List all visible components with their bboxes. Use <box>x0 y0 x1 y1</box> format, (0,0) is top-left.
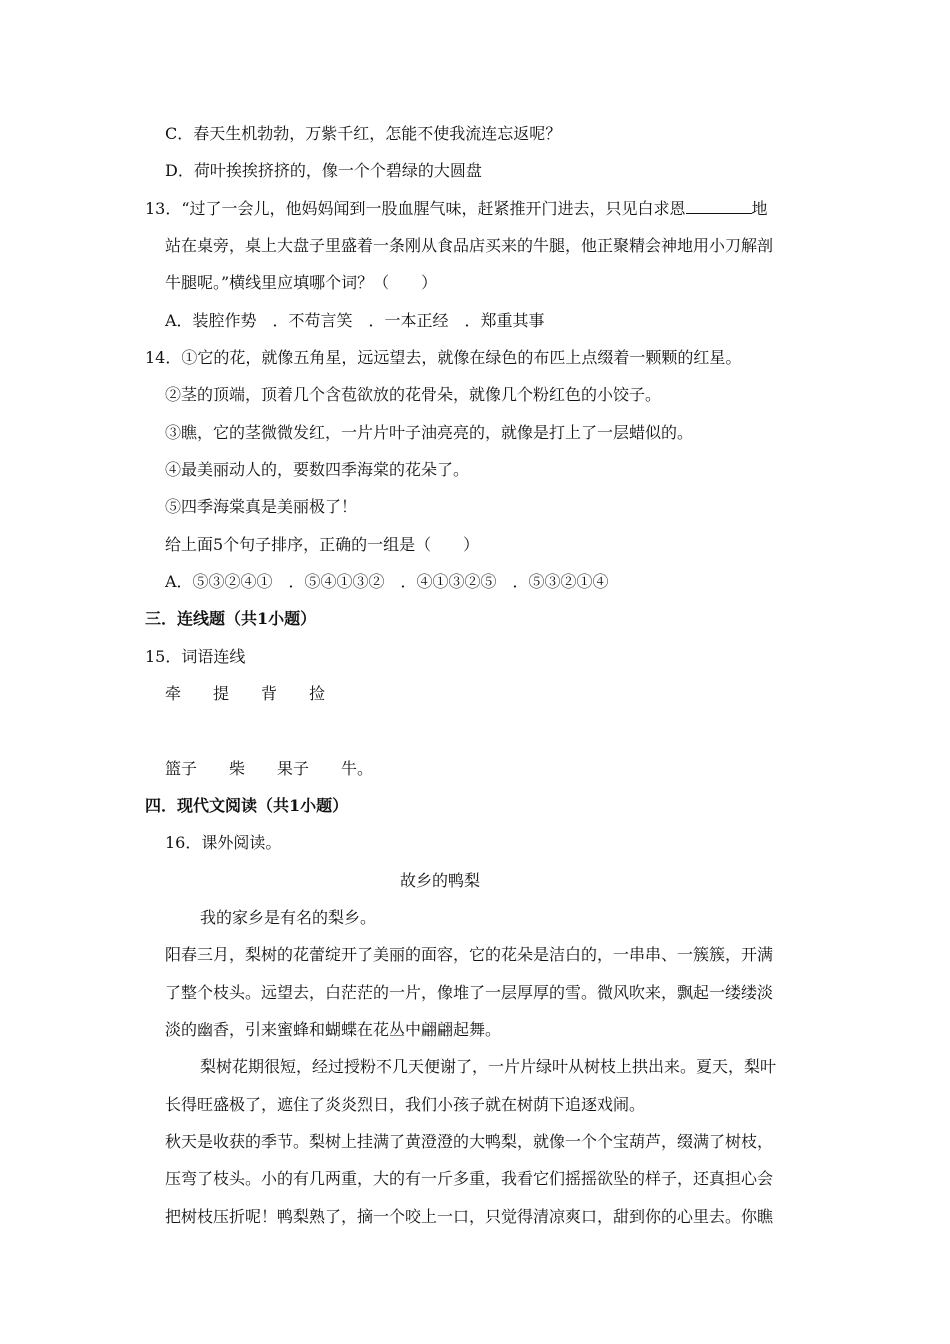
question-16: 16．课外阅读。 <box>165 833 282 852</box>
option-c-q12: C．春天生机勃勃，万紫千红，怎能不使我流连忘返呢？ <box>165 124 562 143</box>
passage-paragraph-2-line-2: 了整个枝头。远望去，白茫茫的一片，像堆了一层厚厚的雪。微风吹来，飘起一缕缕淡 <box>165 983 774 1002</box>
options-q13: A．装腔作势 ．不苟言笑 ．一本正经 ．郑重其事 <box>165 311 545 330</box>
question-13-line-2: 站在桌旁，桌上大盘子里盛着一条刚从食品店买来的牛腿，他正聚精会神地用小刀解剖 <box>165 236 774 255</box>
passage-paragraph-2-line-3: 淡的幽香，引来蜜蜂和蝴蝶在花丛中翩翩起舞。 <box>165 1020 502 1039</box>
passage-paragraph-2-line-1: 阳春三月，梨树的花蕾绽开了美丽的面容，它的花朵是洁白的，一串串、一簇簇，开满 <box>165 945 774 964</box>
question-14-sentence-2: ②茎的顶端，顶着几个含苞欲放的花骨朵，就像几个粉红色的小饺子。 <box>165 385 662 404</box>
passage-paragraph-4-line-3: 把树枝压折呢！鸭梨熟了，摘一个咬上一口，只觉得清凉爽口，甜到你的心里去。你瞧 <box>165 1207 774 1226</box>
section-4-heading: 四．现代文阅读（共1小题） <box>145 796 349 815</box>
answer-blank <box>686 199 752 214</box>
match-top-words: 牵 提 背 捡 <box>165 684 326 703</box>
passage-title: 故乡的鸭梨 <box>400 871 481 890</box>
question-13-line-3: 牛腿呢。”横线里应填哪个词？（ ） <box>165 273 438 292</box>
match-bottom-words: 篮子 柴 果子 牛。 <box>165 759 374 778</box>
question-14-sentence-1: 14．①它的花，就像五角星，远远望去，就像在绿色的布匹上点缀着一颗颗的红星。 <box>145 348 742 367</box>
option-d-q12: D．荷叶挨挨挤挤的，像一个个碧绿的大圆盘 <box>165 161 482 180</box>
question-14-sentence-5: ⑤四季海棠真是美丽极了！ <box>165 497 358 516</box>
passage-paragraph-3-line-1: 梨树花期很短，经过授粉不几天便谢了，一片片绿叶从树枝上拱出来。夏天，梨叶 <box>200 1057 777 1076</box>
options-q14: A．⑤③②④① ．⑤④①③② ．④①③②⑤ ．⑤③②①④ <box>165 572 609 591</box>
question-15: 15．词语连线 <box>145 647 246 666</box>
question-13-text-tail: 地 <box>751 199 768 218</box>
question-14-sentence-3: ③瞧，它的茎微微发红，一片片叶子油亮亮的，就像是打上了一层蜡似的。 <box>165 423 694 442</box>
passage-paragraph-3-line-2: 长得旺盛极了，遮住了炎炎烈日，我们小孩子就在树荫下追逐戏闹。 <box>165 1095 646 1114</box>
question-14-prompt: 给上面5个句子排序，正确的一组是（ ） <box>165 535 480 554</box>
question-14-sentence-4: ④最美丽动人的，要数四季海棠的花朵了。 <box>165 460 470 479</box>
passage-paragraph-4-line-1: 秋天是收获的季节。梨树上挂满了黄澄澄的大鸭梨，就像一个个宝葫芦，缀满了树枝， <box>165 1132 774 1151</box>
passage-paragraph-1: 我的家乡是有名的梨乡。 <box>200 908 377 927</box>
question-13 <box>145 198 768 220</box>
question-13-text: 13．“过了一会儿，他妈妈闻到一股血腥气味，赶紧推开门进去，只见白求恩 <box>145 199 686 218</box>
section-3-heading: 三．连线题（共1小题） <box>145 609 317 628</box>
passage-paragraph-4-line-2: 压弯了枝头。小的有几两重，大的有一斤多重，我看它们摇摇欲坠的样子，还真担心会 <box>165 1169 774 1188</box>
